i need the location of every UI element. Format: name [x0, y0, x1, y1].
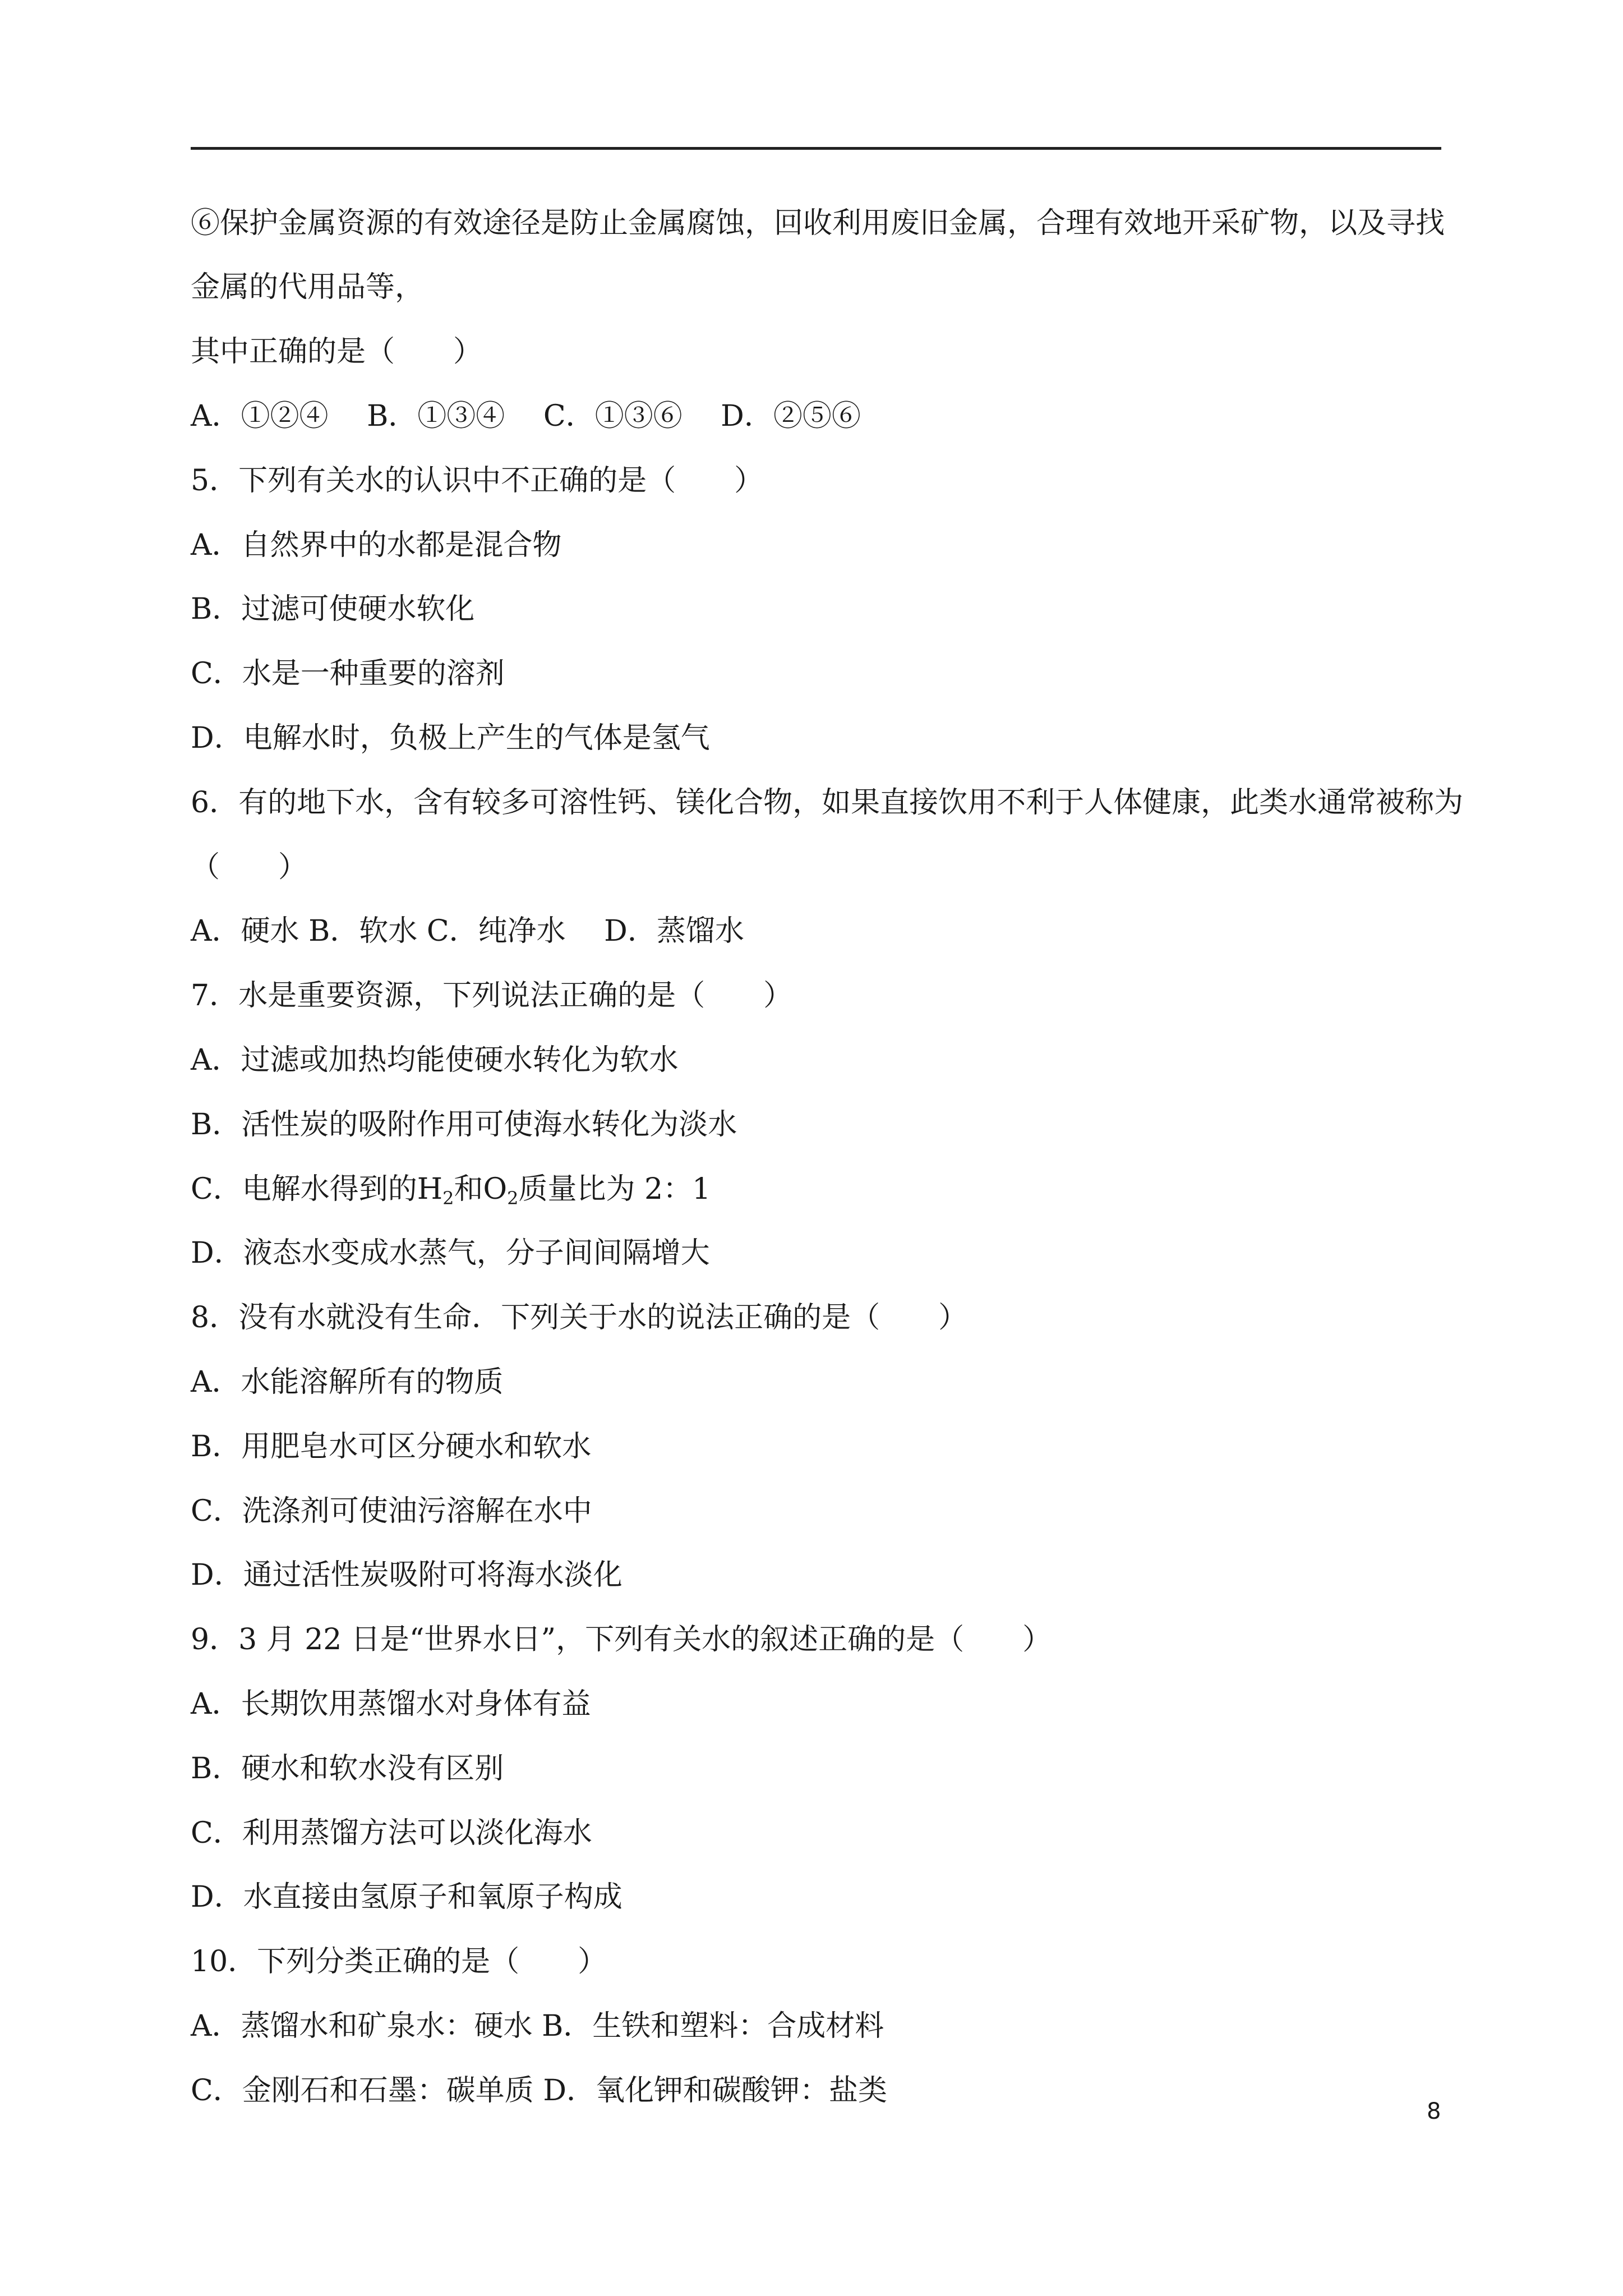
q7-stem: 7．水是重要资源，下列说法正确的是（ ）: [191, 979, 793, 1013]
q7-option-c: [191, 1172, 711, 1209]
q10-options-cd: C．金刚石和石墨：碳单质 D．氧化钾和碳酸钾：盐类: [191, 2074, 888, 2108]
q8-stem: 8．没有水就没有生命．下列关于水的说法正确的是（ ）: [191, 1301, 968, 1335]
q8-option-b: B．用肥皂水可区分硬水和软水: [191, 1430, 592, 1464]
q5-option-a: A．自然界中的水都是混合物: [191, 528, 562, 562]
q5-option-b: B．过滤可使硬水软化: [191, 592, 475, 626]
q7-option-c-sub1: 2: [442, 1188, 454, 1209]
q6-stem: 6．有的地下水，含有较多可溶性钙、镁化合物，如果直接饮用不利于人体健康，此类水通常被称为: [191, 786, 1464, 820]
q4-statement-6-line2: 金属的代用品等，: [191, 270, 425, 304]
q5-option-c: C．水是一种重要的溶剂: [191, 657, 505, 691]
q4-prompt: 其中正确的是（ ）: [191, 335, 483, 369]
q9-option-d: D．水直接由氢原子和氧原子构成: [191, 1880, 623, 1914]
q4-options: A．①②④ B．①③④ C．①③⑥ D．②⑤⑥: [191, 399, 861, 433]
q5-stem: 5．下列有关水的认识中不正确的是（ ）: [191, 464, 764, 498]
q8-option-c: C．洗涤剂可使油污溶解在水中: [191, 1494, 592, 1528]
q6-stem-continuation: （ ）: [191, 850, 308, 884]
page-number: 8: [1427, 2099, 1441, 2124]
q9-stem: 9．3 月 22 日是“世界水日”，下列有关水的叙述正确的是（ ）: [191, 1623, 1052, 1657]
q9-option-c: C．利用蒸馏方法可以淡化海水: [191, 1816, 592, 1850]
q7-option-d: D．液态水变成水蒸气，分子间间隔增大: [191, 1236, 710, 1270]
header-rule: [191, 147, 1441, 150]
q7-option-c-sub2: 2: [507, 1188, 519, 1209]
q8-option-d: D．通过活性炭吸附可将海水淡化: [191, 1558, 623, 1592]
q7-option-b: B．活性炭的吸附作用可使海水转化为淡水: [191, 1108, 737, 1142]
q9-option-a: A．长期饮用蒸馏水对身体有益: [191, 1687, 591, 1721]
q7-option-c-pre: C．电解水得到的H: [191, 1172, 443, 1206]
q9-option-b: B．硬水和软水没有区别: [191, 1752, 504, 1786]
q7-option-a: A．过滤或加热均能使硬水转化为软水: [191, 1043, 679, 1077]
q10-stem: 10．下列分类正确的是（ ）: [191, 1945, 607, 1978]
q8-option-a: A．水能溶解所有的物质: [191, 1365, 504, 1399]
q10-options-ab: A．蒸馏水和矿泉水：硬水 B．生铁和塑料：合成材料: [191, 2009, 884, 2043]
q6-options: A．硬水 B．软水 C．纯净水 D．蒸馏水: [191, 914, 744, 948]
q7-option-c-mid: 和O: [454, 1172, 508, 1206]
q4-statement-6-line1: ⑥保护金属资源的有效途径是防止金属腐蚀，回收利用废旧金属，合理有效地开采矿物，以及寻找: [191, 206, 1445, 240]
q5-option-d: D．电解水时，负极上产生的气体是氢气: [191, 721, 710, 755]
q7-option-c-post: 质量比为 2：1: [518, 1172, 711, 1206]
